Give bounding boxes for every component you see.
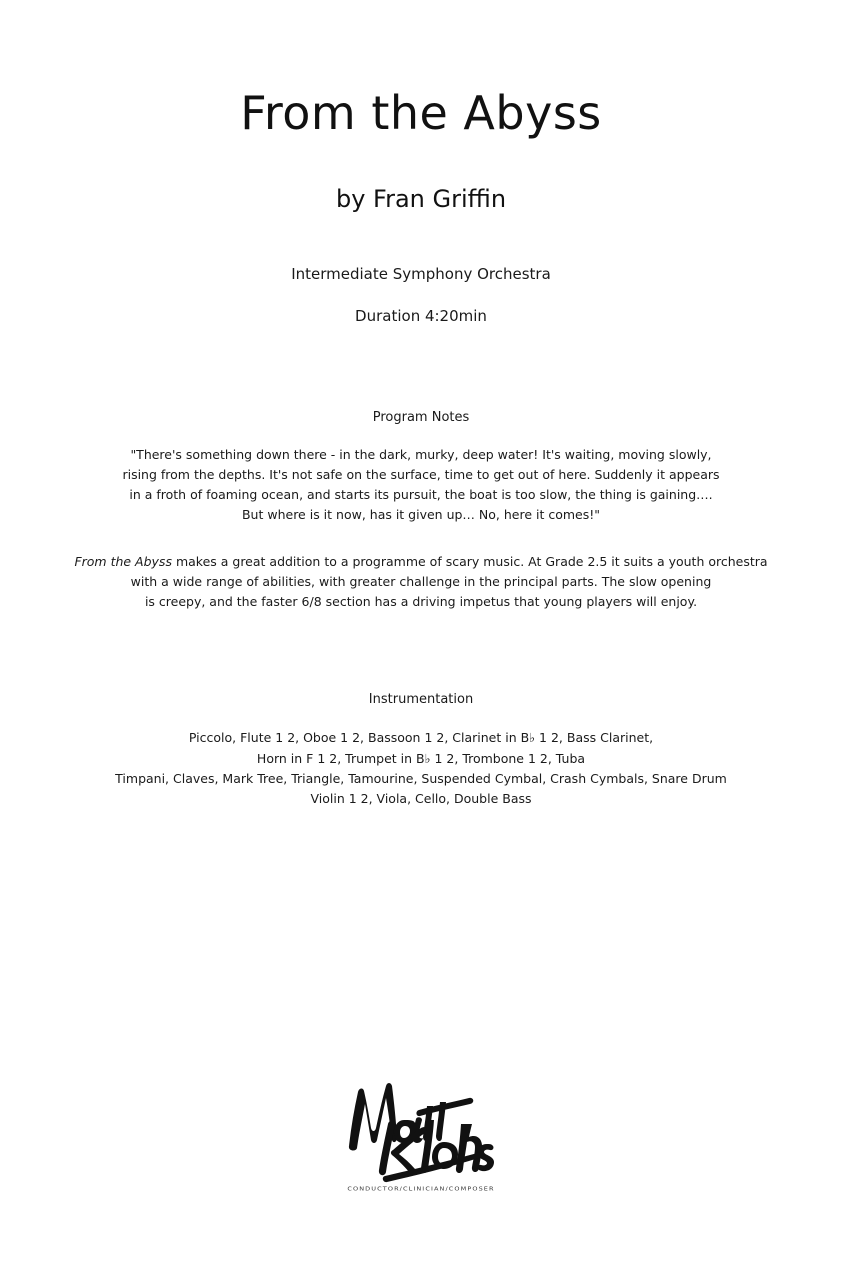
duration-label: Duration 4:20min	[355, 306, 487, 325]
program-notes-quote	[0, 445, 842, 526]
instrumentation-line: Piccolo, Flute 1 2, Oboe 1 2, Bassoon 1 2, Clarinet in B♭ 1 2, Bass Clarinet,	[188, 730, 654, 746]
score-cover-page	[0, 88, 842, 1279]
page-title: From the Abyss	[240, 86, 602, 140]
blurb-line-first	[0, 552, 842, 572]
instrumentation-line: Violin 1 2, Viola, Cello, Double Bass	[310, 791, 532, 807]
instrumentation-line: Timpani, Claves, Mark Tree, Triangle, Tamourine, Suspended Cymbal, Crash Cymbals, Snare Drum	[115, 770, 727, 786]
matt-klohs-signature-logo	[341, 1058, 501, 1183]
blurb-line: with a wide range of abilities, with greater challenge in the principal parts. The slow opening	[130, 573, 712, 589]
logo-caption: CONDUCTOR/CLINICIAN/COMPOSER	[347, 1185, 495, 1193]
blurb-line-text: makes a great addition to a programme of scary music. At Grade 2.5 it suits a youth orchestra	[171, 553, 768, 569]
instrumentation-line: Horn in F 1 2, Trumpet in B♭ 1 2, Trombone 1 2, Tuba	[256, 750, 586, 766]
blurb-line: is creepy, and the faster 6/8 section has a driving impetus that young players will enjoy.	[144, 594, 698, 610]
composer-credit: by Fran Griffin	[335, 184, 507, 213]
program-notes-heading: Program Notes	[372, 409, 470, 425]
quote-line: "There's something down there - in the dark, murky, deep water! It's waiting, moving slowly,	[130, 446, 712, 462]
instrumentation-list	[0, 728, 842, 809]
ensemble-label: Intermediate Symphony Orchestra	[291, 264, 551, 283]
instrumentation-heading: Instrumentation	[368, 692, 474, 708]
work-title-italic: From the Abyss	[74, 553, 172, 569]
quote-line: rising from the depths. It's not safe on the surface, time to get out of here. Suddenly it appears	[122, 466, 720, 482]
program-notes-description	[0, 552, 842, 613]
quote-line: But where is it now, has it given up… No, here it comes!"	[241, 507, 600, 523]
publisher-logo	[0, 1058, 842, 1193]
quote-line: in a froth of foaming ocean, and starts its pursuit, the boat is too slow, the thing is gaining….	[129, 487, 713, 503]
